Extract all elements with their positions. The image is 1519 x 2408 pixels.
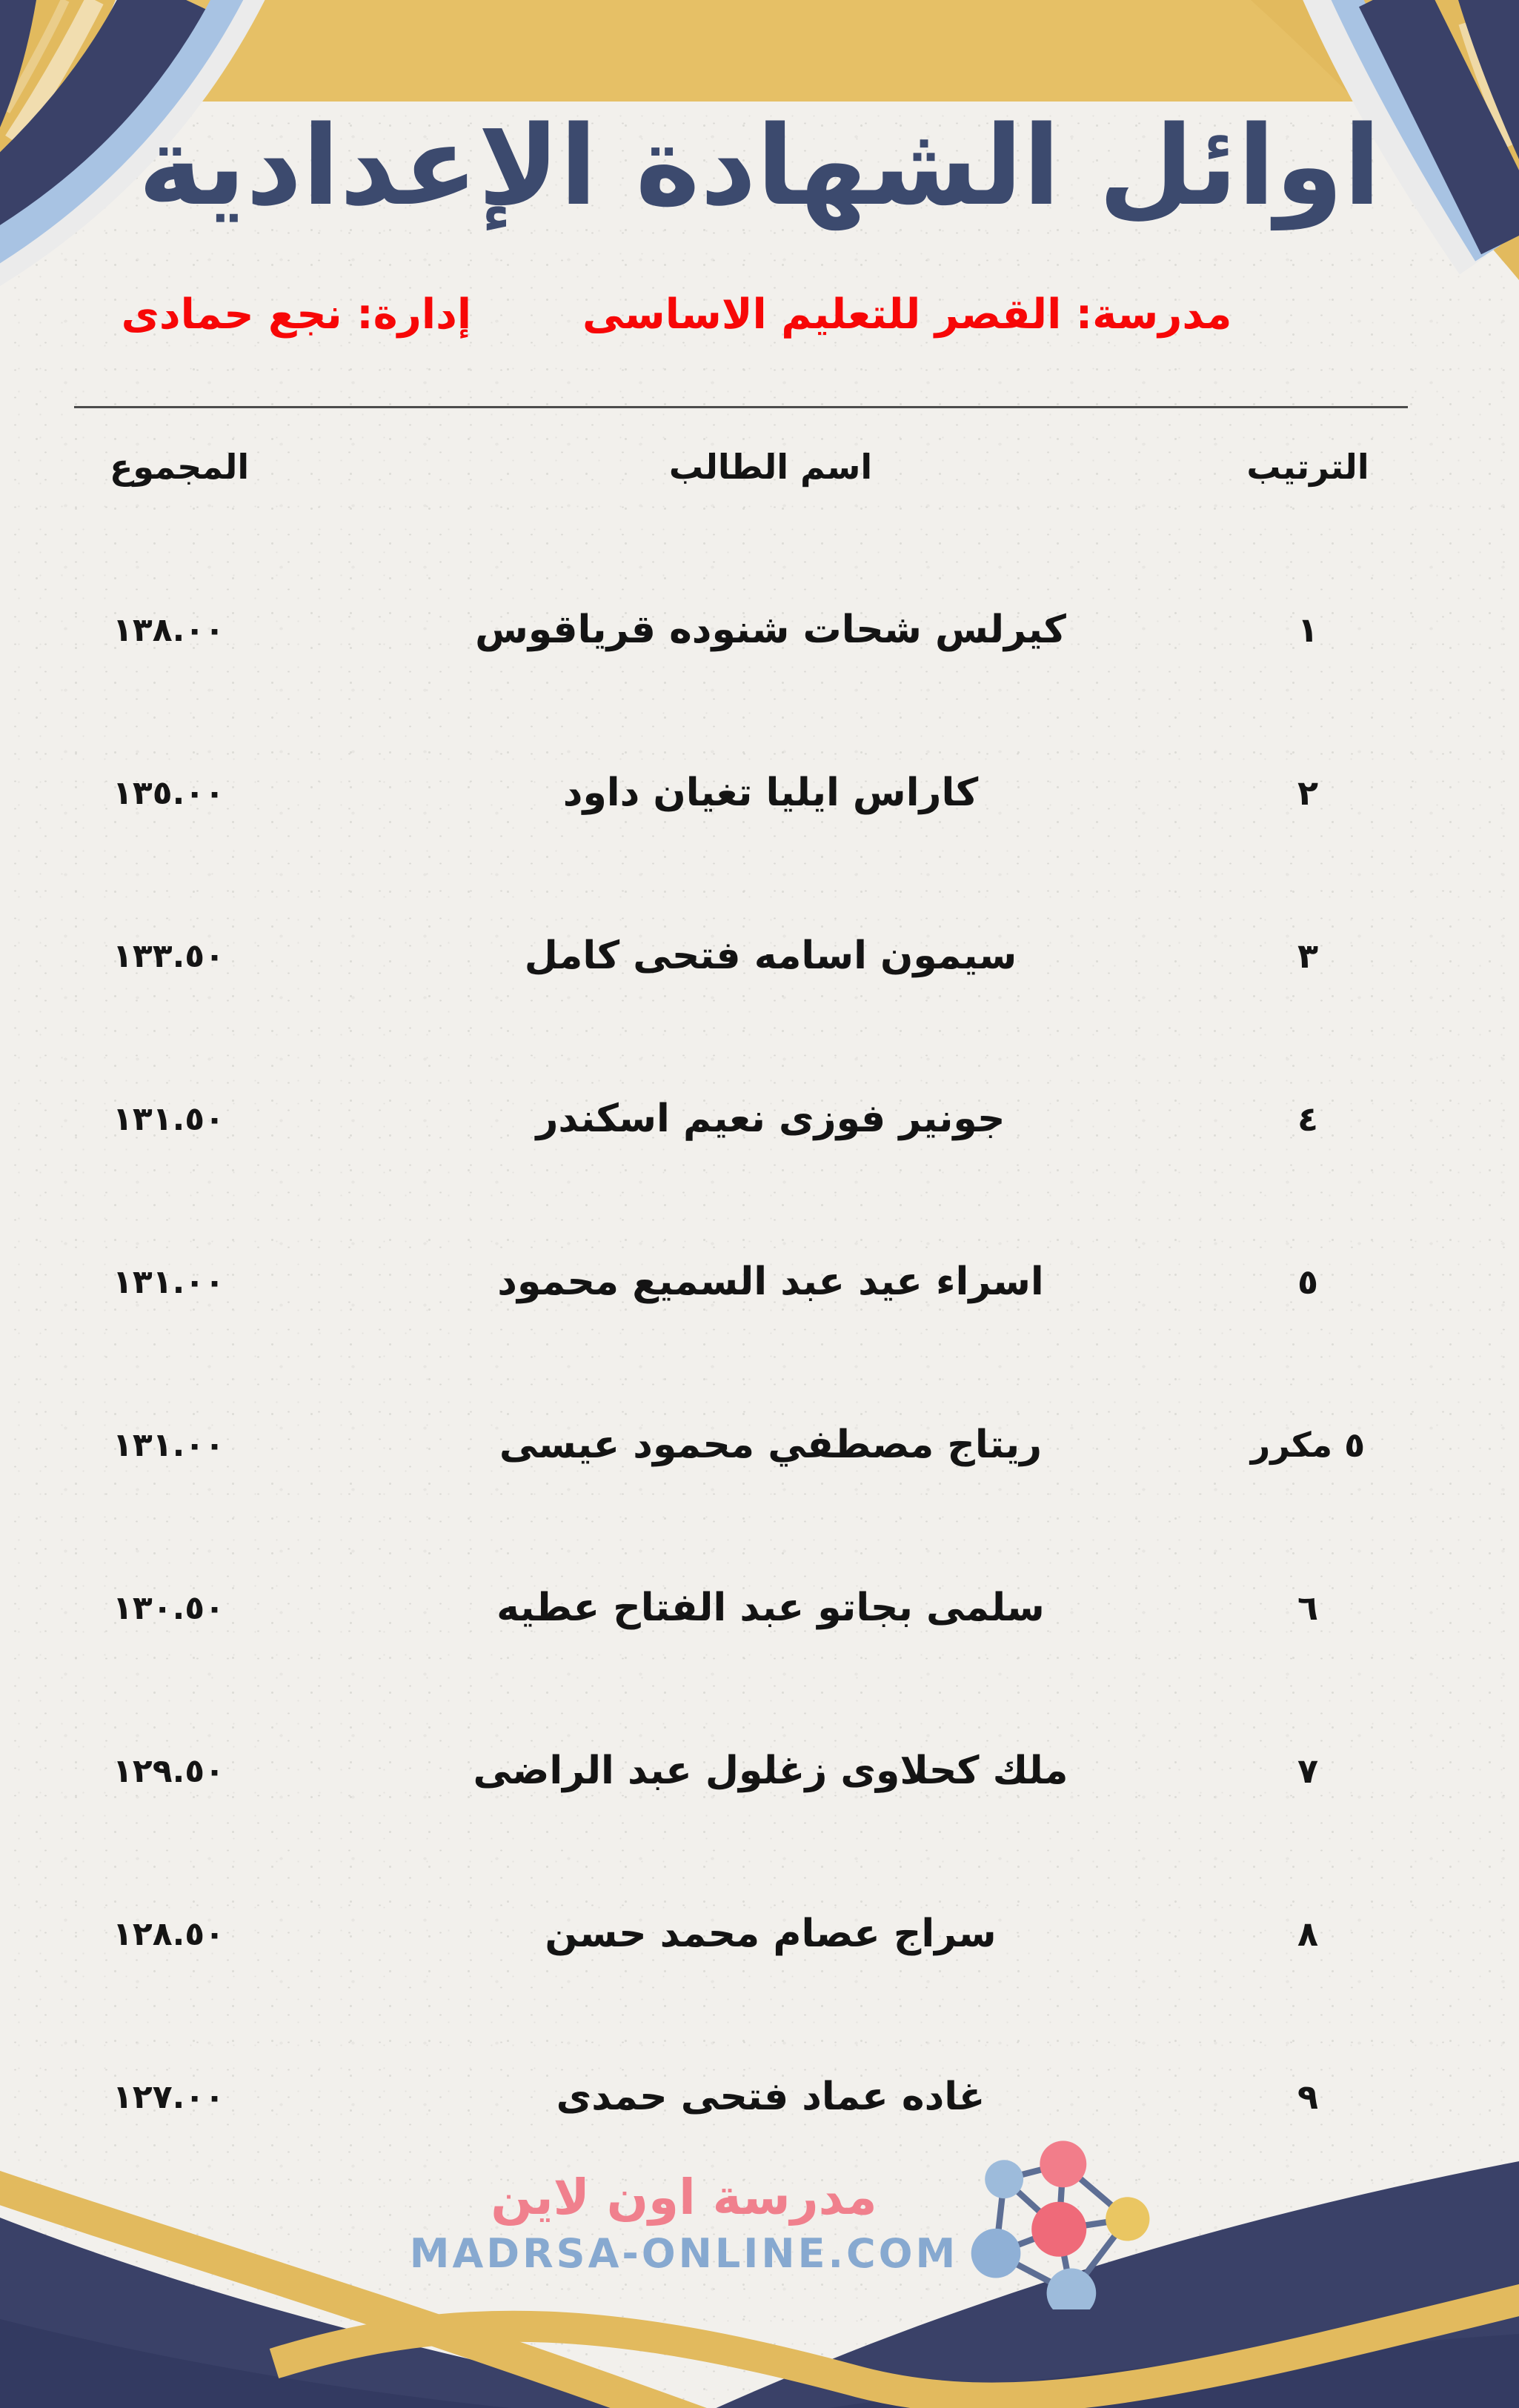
name-cell: جونير فوزى نعيم اسكندر [536, 1097, 1006, 1141]
rank-cell: ١ [1297, 610, 1319, 650]
table-row [89, 1526, 1430, 1689]
table-row [89, 548, 1430, 711]
name-cell: ريتاج مصطفي محمود عيسى [499, 1423, 1043, 1467]
rank-cell: ٤ [1297, 1099, 1319, 1139]
table-row [89, 874, 1430, 1037]
total-cell: ١٣٠.٥٠ [113, 1589, 225, 1627]
page-title: اوائل الشهادة الإعدادية [138, 102, 1381, 230]
total-cell: ١٢٨.٥٠ [113, 1915, 225, 1953]
total-cell: ١٣٣.٥٠ [113, 937, 225, 975]
header-divider [74, 406, 1408, 408]
name-cell: كيرلس شحات شنوده قرياقوس [475, 608, 1066, 652]
name-cell: اسراء عيد عبد السميع محمود [497, 1260, 1044, 1304]
logo-arabic-text: مدرسة اون لاين [491, 2168, 877, 2226]
rank-cell: ٥ [1297, 1262, 1319, 1302]
total-cell: ١٣١.٠٠ [113, 1263, 225, 1301]
rank-cell: ٥ مكرر [1250, 1425, 1366, 1465]
table-row [89, 1363, 1430, 1526]
rank-cell: ٣ [1297, 936, 1319, 976]
table-row [89, 1200, 1430, 1363]
name-cell: سيمون اسامه فتحى كامل [524, 934, 1017, 978]
column-header-name: اسم الطالب [668, 447, 873, 487]
name-cell: غاده عماد فتحى حمدى [556, 2075, 985, 2119]
name-cell: سراج عصام محمد حسن [545, 1912, 997, 1956]
rank-cell: ٢ [1297, 773, 1319, 813]
school-label: مدرسة: القصر للتعليم الاساسى [582, 290, 1232, 339]
table-row [89, 1852, 1430, 2015]
logo-domain-text: MADRSA-ONLINE.COM [409, 2229, 959, 2277]
results-table [89, 411, 1430, 2178]
logo-text-block [410, 2169, 959, 2277]
total-cell: ١٣٨.٠٠ [113, 611, 225, 649]
name-cell: كاراس ايليا تغيان داود [562, 771, 979, 815]
table-row [89, 711, 1430, 874]
name-cell: ملك كحلاوى زغلول عبد الراضى [473, 1749, 1068, 1793]
table-row [89, 1037, 1430, 1200]
total-cell: ١٢٧.٠٠ [113, 2078, 225, 2116]
table-row [89, 1689, 1430, 1852]
network-nodes-icon [968, 2135, 1154, 2309]
rank-cell: ٨ [1297, 1914, 1319, 1954]
rank-cell: ٧ [1297, 1751, 1319, 1791]
site-logo [22, 2135, 1519, 2309]
rank-cell: ٦ [1297, 1588, 1319, 1628]
total-cell: ١٣٥.٠٠ [113, 774, 225, 812]
name-cell: سلمى بجاتو عبد الفتاح عطيه [496, 1586, 1045, 1630]
administration-label: إدارة: نجع حمادى [121, 290, 472, 339]
column-header-total: المجموع [110, 447, 250, 487]
column-header-rank: الترتيب [1246, 447, 1369, 487]
total-cell: ١٣١.٥٠ [113, 1100, 225, 1138]
table-header-row [89, 411, 1430, 522]
total-cell: ١٢٩.٥٠ [113, 1752, 225, 1790]
rank-cell: ٩ [1297, 2077, 1319, 2117]
subtitle [0, 290, 1436, 339]
total-cell: ١٣١.٠٠ [113, 1426, 225, 1464]
